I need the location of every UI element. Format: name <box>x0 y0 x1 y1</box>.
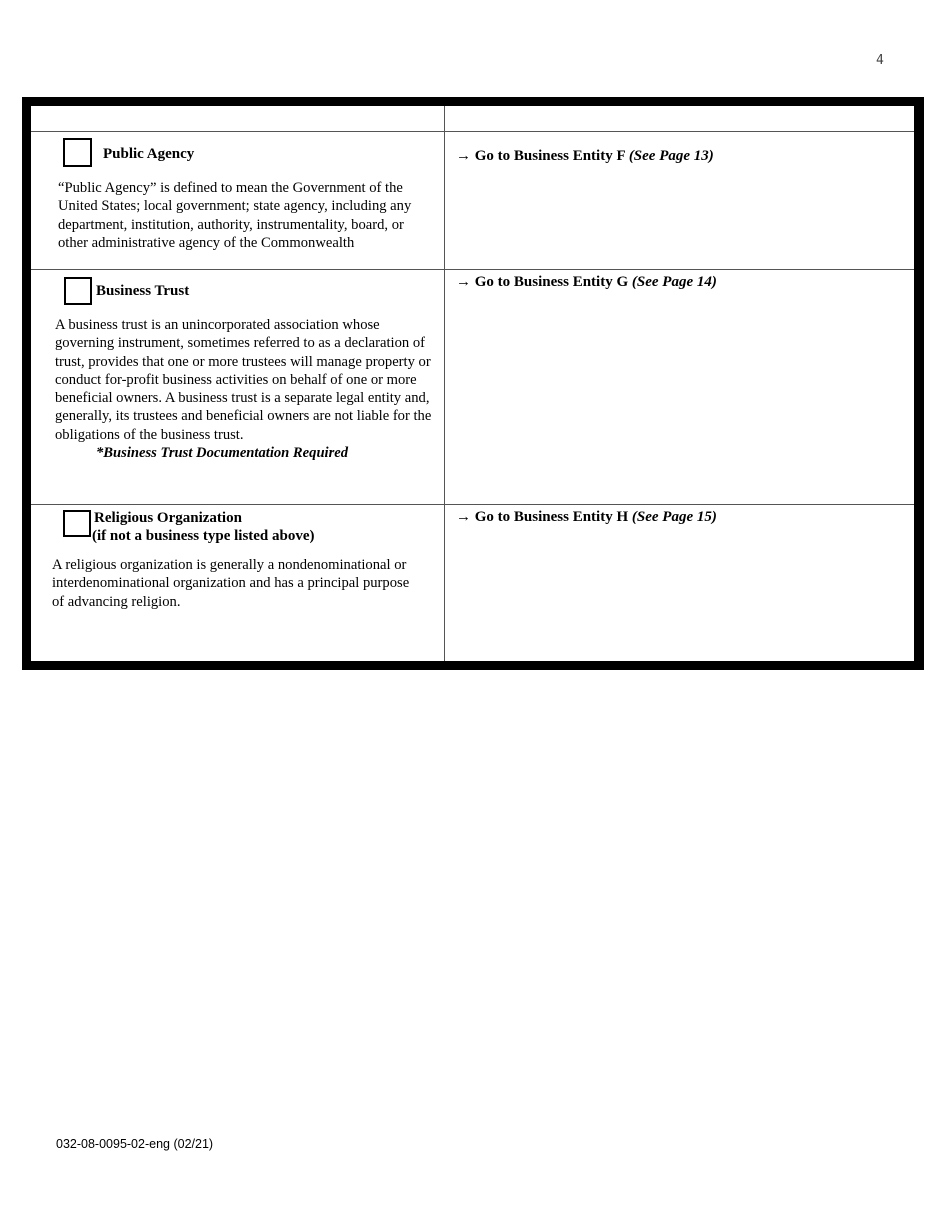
business-trust-label: Business Trust <box>96 283 190 299</box>
religious-organization-checkbox[interactable] <box>63 510 91 537</box>
row-divider <box>31 504 914 505</box>
header-row-divider <box>31 131 914 132</box>
form-number-footer: 032-08-0095-02-eng (02/21) <box>56 1137 214 1151</box>
public-agency-description: “Public Agency” is defined to mean the Government of the United States; local government; state agency, including any department, institution, authority, instrumentality, board, or other administrative agency of the Commonwealth <box>58 180 412 251</box>
goto-text: → Go to Business Entity G <box>456 274 629 290</box>
public-agency-checkbox[interactable] <box>63 138 92 167</box>
religious-organization-sublabel: (if not a business type listed above) <box>92 528 315 544</box>
religious-organization-description: A religious organization is generally a nondenominational or interdenominational organization and has a principal purpose of advancing religion. <box>52 557 410 610</box>
column-divider <box>444 106 445 661</box>
row-divider <box>31 269 914 270</box>
goto-business-entity-h <box>456 509 717 526</box>
religious-organization-label: Religious Organization <box>94 510 242 526</box>
page-reference: (See Page 14) <box>631 274 717 290</box>
page-number: 4 <box>876 53 884 68</box>
business-trust-checkbox[interactable] <box>64 277 92 305</box>
goto-text: → Go to Business Entity F <box>456 148 626 164</box>
business-trust-documentation-note: *Business Trust Documentation Required <box>96 445 349 461</box>
goto-text: → Go to Business Entity H <box>456 509 629 525</box>
business-entity-table <box>22 97 924 670</box>
page-reference: (See Page 15) <box>631 509 717 525</box>
public-agency-label: Public Agency <box>103 146 195 162</box>
business-trust-description: A business trust is an unincorporated association whose governing instrument, sometimes referred to as a declaration of trust, provides that one or more trustees will manage property or conduct for-profit business activities on behalf of one or more beneficial owners. A business trust is a separate legal entity and, generally, its trustees and beneficial owners are not liable for the obligations of the business trust. <box>55 317 432 443</box>
goto-business-entity-g <box>456 274 717 291</box>
page-reference: (See Page 13) <box>628 148 714 164</box>
goto-business-entity-f <box>456 148 714 165</box>
